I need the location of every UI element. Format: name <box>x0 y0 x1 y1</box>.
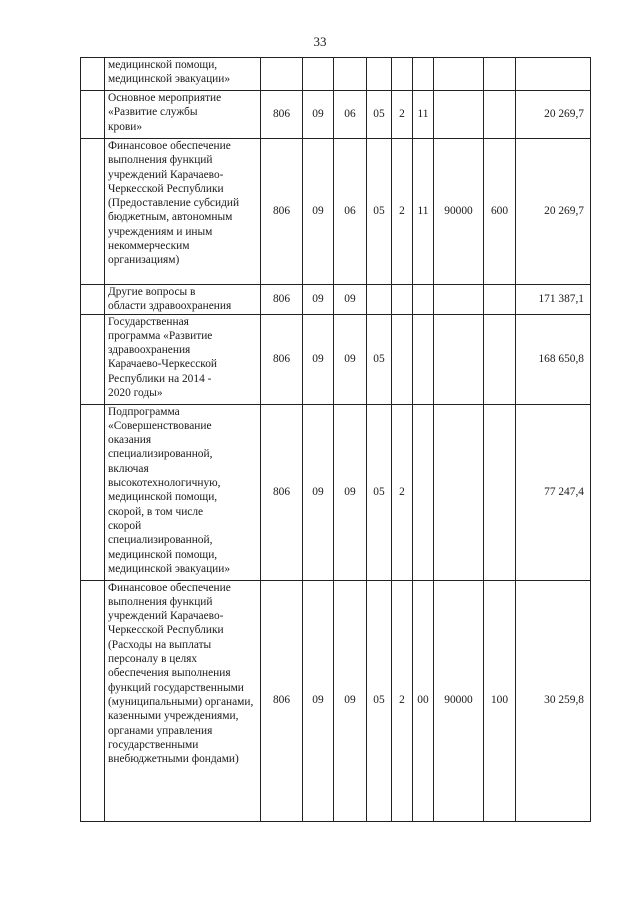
row-ministry-cell: 806 <box>261 285 303 315</box>
row-program-cell <box>367 58 392 91</box>
row-ministry-cell: 806 <box>261 580 303 821</box>
page-number: 33 <box>313 34 327 49</box>
row-name-cell: Основное мероприятие «Развитие службы крови» <box>105 91 261 139</box>
row-name-cell: Финансовое обеспечение выполнения функций учреждений Карачаево-Черкесской Республики (Предоставление субсидий бюджетным, автономным учреждениям и иным некоммерческим организациям) <box>105 139 261 285</box>
row-main-event-cell: 00 <box>413 580 434 821</box>
row-amount-cell: 77 247,4 <box>516 404 591 580</box>
row-subsection-cell: 09 <box>334 285 367 315</box>
table-row <box>81 139 591 285</box>
row-program-cell: 05 <box>367 404 392 580</box>
row-direction-cell <box>434 58 484 91</box>
row-subprogram-cell: 2 <box>392 91 413 139</box>
row-section-cell: 09 <box>303 314 334 404</box>
row-stub-cell <box>81 139 105 285</box>
row-section-cell: 09 <box>303 404 334 580</box>
row-expense-type-cell: 100 <box>484 580 516 821</box>
row-direction-cell: 90000 <box>434 580 484 821</box>
row-name-cell: медицинской помощи, медицинской эвакуации» <box>105 58 261 91</box>
row-amount-cell: 171 387,1 <box>516 285 591 315</box>
row-subsection-cell: 06 <box>334 91 367 139</box>
row-program-cell: 05 <box>367 91 392 139</box>
budget-table <box>80 57 591 822</box>
row-subsection-cell: 09 <box>334 580 367 821</box>
row-section-cell: 09 <box>303 580 334 821</box>
table-row <box>81 58 591 91</box>
row-amount-cell: 20 269,7 <box>516 91 591 139</box>
row-main-event-cell: 11 <box>413 139 434 285</box>
row-stub-cell <box>81 58 105 91</box>
row-expense-type-cell <box>484 404 516 580</box>
row-main-event-cell: 11 <box>413 91 434 139</box>
row-name-cell: Финансовое обеспечение выполнения функций учреждений Карачаево-Черкесской Республики (Расходы на выплаты персоналу в целях обеспечения выполнения функций государственными (муниципальными) органами, казенными учреждениями, органами управления государственными внебюджетными фондами) <box>105 580 261 821</box>
row-section-cell: 09 <box>303 91 334 139</box>
row-main-event-cell <box>413 314 434 404</box>
table-row <box>81 91 591 139</box>
row-amount-cell <box>516 58 591 91</box>
row-ministry-cell: 806 <box>261 91 303 139</box>
row-subsection-cell: 06 <box>334 139 367 285</box>
row-program-cell: 05 <box>367 314 392 404</box>
row-direction-cell <box>434 314 484 404</box>
row-direction-cell <box>434 91 484 139</box>
row-expense-type-cell <box>484 285 516 315</box>
row-subprogram-cell: 2 <box>392 404 413 580</box>
row-stub-cell <box>81 91 105 139</box>
row-main-event-cell <box>413 58 434 91</box>
row-subsection-cell: 09 <box>334 404 367 580</box>
table-row <box>81 580 591 821</box>
row-program-cell <box>367 285 392 315</box>
row-ministry-cell: 806 <box>261 139 303 285</box>
row-section-cell: 09 <box>303 285 334 315</box>
row-subsection-cell <box>334 58 367 91</box>
row-stub-cell <box>81 580 105 821</box>
row-amount-cell: 20 269,7 <box>516 139 591 285</box>
row-stub-cell <box>81 314 105 404</box>
row-amount-cell: 30 259,8 <box>516 580 591 821</box>
row-stub-cell <box>81 285 105 315</box>
row-name-cell: Подпрограмма «Совершенствование оказания специализированной, включая высокотехнологичную, медицинской помощи, скорой, в том числе скорой специализированной, медицинской помощи, медицинской эвакуации» <box>105 404 261 580</box>
row-subprogram-cell <box>392 285 413 315</box>
row-program-cell: 05 <box>367 580 392 821</box>
row-direction-cell <box>434 285 484 315</box>
row-expense-type-cell <box>484 314 516 404</box>
row-subprogram-cell <box>392 58 413 91</box>
row-direction-cell: 90000 <box>434 139 484 285</box>
row-ministry-cell: 806 <box>261 314 303 404</box>
row-amount-cell: 168 650,8 <box>516 314 591 404</box>
row-main-event-cell <box>413 285 434 315</box>
row-name-cell: Государственная программа «Развитие здравоохранения Карачаево-Черкесской Республики на 2014 - 2020 годы» <box>105 314 261 404</box>
row-subprogram-cell: 2 <box>392 580 413 821</box>
row-subprogram-cell <box>392 314 413 404</box>
row-direction-cell <box>434 404 484 580</box>
table-row <box>81 285 591 315</box>
row-ministry-cell: 806 <box>261 404 303 580</box>
row-program-cell: 05 <box>367 139 392 285</box>
table-row <box>81 404 591 580</box>
row-ministry-cell <box>261 58 303 91</box>
row-name-cell: Другие вопросы в области здравоохранения <box>105 285 261 315</box>
row-section-cell <box>303 58 334 91</box>
row-expense-type-cell <box>484 58 516 91</box>
table-row <box>81 314 591 404</box>
row-main-event-cell <box>413 404 434 580</box>
row-expense-type-cell <box>484 91 516 139</box>
table-body <box>81 58 591 822</box>
row-subsection-cell: 09 <box>334 314 367 404</box>
row-stub-cell <box>81 404 105 580</box>
row-subprogram-cell: 2 <box>392 139 413 285</box>
row-expense-type-cell: 600 <box>484 139 516 285</box>
row-section-cell: 09 <box>303 139 334 285</box>
